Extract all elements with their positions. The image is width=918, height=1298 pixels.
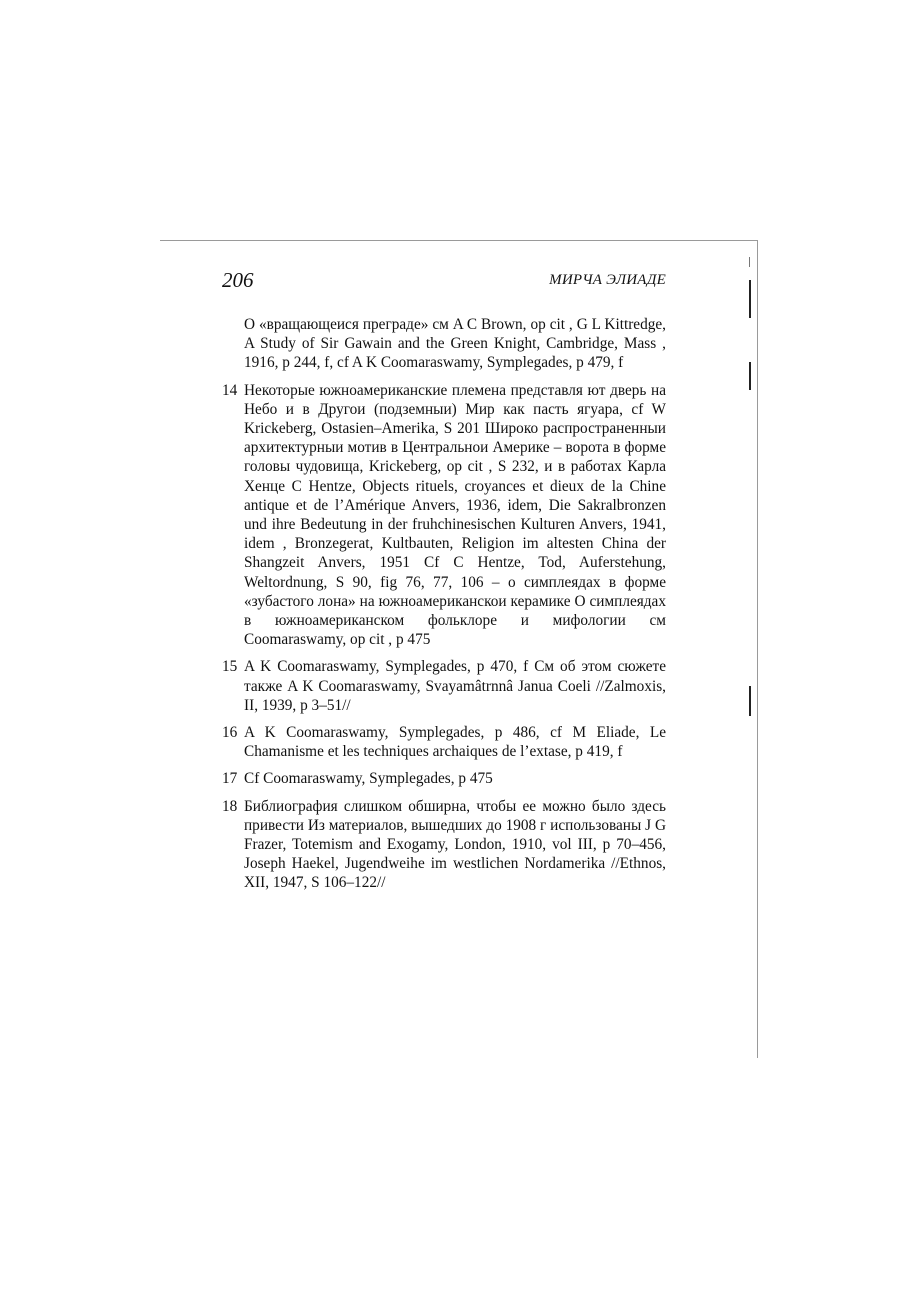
scan-border-top (160, 240, 758, 241)
footnote-number: 15 (222, 658, 238, 676)
footnote-text: Некоторые южноамериканские племена представля ют дверь на Небо и в Другои (подземныи) Мир как пасть ягуара, cf W Krickeberg, Ostasien–Amerika, S 201 Широко распространенныи архитектурныи мотив в Центральнои Америке – ворота в форме головы чудовища, Krickeberg, op cit , S 232, и в работах Карла Хенце C Hentze, Objects rituels, croyances et dieux de la Chine antique et de l’Amérique Anvers, 1936, idem, Die Sakralbronzen und ihre Bedeutung in der fruhchinesischen Kulturen Anvers, 1941, idem , Bronzegerat, Kultbauten, Religion im altesten China der Shangzeit Anvers, 1951 Cf C Hentze, Tod, Auferstehung, Weltordnung, S 90, fig 76, 77, 106 – о симплеядах в форме «зубастого лона» на южноамериканскои керамике О симплеядах в южноамериканском фольклоре и мифологии см Coomaraswamy, op cit , p 475 (244, 381, 666, 649)
footnote-text: A K Coomaraswamy, Symplegades, p 470, f См об этом сюжете также A K Coomaraswamy, Svayamâtrnnâ Janua Coeli //Zalmoxis, II, 1939, p 3–51// (244, 658, 666, 714)
scan-mark (749, 280, 751, 318)
footnote-15 (222, 657, 666, 715)
footnote-number: 17 (222, 770, 238, 788)
footnote-number: 14 (222, 381, 238, 399)
scan-border-right (757, 240, 758, 1058)
scan-mark (749, 257, 750, 267)
footnote-text: Cf Coomaraswamy, Symplegades, p 475 (244, 770, 493, 788)
footnote-number: 18 (222, 797, 238, 815)
page-number: 206 (222, 268, 254, 292)
footnote-14 (222, 381, 666, 650)
footnote-17 (222, 769, 666, 788)
scan-mark (749, 362, 751, 390)
page-header (222, 268, 666, 296)
footnote-text: A K Coomaraswamy, Symplegades, p 486, cf M Eliade, Le Chamanisme et les techniques archaiques de l’extase, p 419, f (244, 724, 666, 761)
footnote-continued (222, 315, 666, 373)
footnote-text: О «вращающеися преграде» см A C Brown, op cit , G L Kittredge, A Study of Sir Gawain and the Green Knight, Cambridge, Mass , 1916, p 244, f, cf A K Coomaraswamy, Symplegades, p 479, f (244, 316, 666, 372)
footnote-text: Библиография слишком обширна, чтобы ее можно было здесь привести Из материалов, вышедших до 1908 г использованы J G Frazer, Totemism and Exogamy, London, 1910, vol III, p 70–456, Joseph Haekel, Jugendweihe im westlichen Nordamerika //Ethnos, XII, 1947, S 106–122// (244, 797, 666, 892)
scan-mark (749, 686, 751, 716)
footnote-16 (222, 723, 666, 761)
footnotes (222, 315, 666, 901)
footnote-number: 16 (222, 724, 238, 742)
footnote-18 (222, 797, 666, 893)
running-title: МИРЧА ЭЛИАДЕ (549, 272, 666, 288)
